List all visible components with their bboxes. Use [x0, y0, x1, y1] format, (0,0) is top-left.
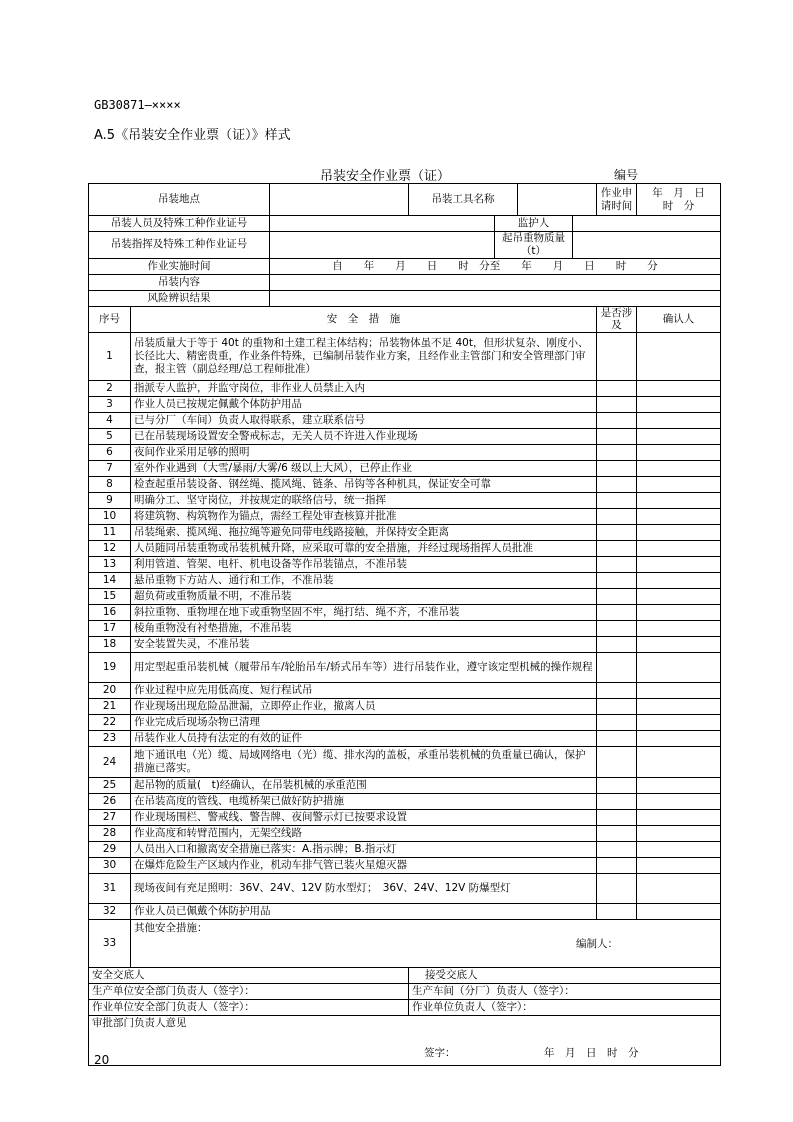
measure-row [89, 699, 721, 715]
measure-involved-cell[interactable] [597, 683, 637, 699]
measure-row [89, 605, 721, 621]
tool-name-value[interactable] [518, 184, 597, 216]
measure-no: 12 [89, 541, 131, 557]
measure-row [89, 445, 721, 461]
measure-involved-cell[interactable] [597, 777, 637, 793]
form-number-label: 编号 [614, 168, 639, 182]
measure-text: 作业人员已佩戴个体防护用品 [131, 903, 597, 919]
apply-time-label: 作业申请时间 [597, 184, 637, 216]
measure-involved-cell[interactable] [597, 397, 637, 413]
personnel-value[interactable] [270, 216, 495, 232]
measure-involved-cell[interactable] [597, 413, 637, 429]
measure-text: 明确分工、坚守岗位，并按规定的联络信号，统一指挥 [131, 493, 597, 509]
content-label: 吊装内容 [89, 274, 270, 290]
measure-text: 夜间作业采用足够的照明 [131, 445, 597, 461]
measure-row [89, 825, 721, 841]
measure-text: 斜拉重物、重物埋在地下或重物坚固不牢，绳打结、绳不齐，不准吊装 [131, 605, 597, 621]
measure-text: 作业人员已按规定佩戴个体防护用品 [131, 397, 597, 413]
measure-confirm-cell[interactable] [637, 683, 721, 699]
measure-involved-cell[interactable] [597, 841, 637, 857]
measure-confirm-cell[interactable] [637, 413, 721, 429]
measure-row [89, 589, 721, 605]
measure-text: 人员随同吊装重物或吊装机械升降，应采取可靠的安全措施，并经过现场指挥人员批准 [131, 541, 597, 557]
measure-confirm-cell[interactable] [637, 461, 721, 477]
measure-text: 地下通讯电（光）缆、局域网络电（光）缆、排水沟的盖板，承重吊装机械的负重量已确认，保护措施已落实。 [131, 747, 597, 778]
measure-text: 室外作业遇到（大雪/暴雨/大雾/6 级以上大风），已停止作业 [131, 461, 597, 477]
measure-no: 21 [89, 699, 131, 715]
measure-no: 26 [89, 793, 131, 809]
measure-row [89, 841, 721, 857]
lifting-permit-table [88, 183, 721, 1066]
measure-involved-cell[interactable] [597, 857, 637, 873]
measure-no: 19 [89, 653, 131, 683]
compiler-label: 编制人： [576, 937, 618, 950]
prod-safety-head-sign[interactable]: 生产单位安全部门负责人（签字）： [89, 983, 409, 999]
measure-row [89, 857, 721, 873]
measure-text: 用定型起重吊装机械（履带吊车/轮胎吊车/轿式吊车等）进行吊装作业，遵守该定型机械的操作规程 [131, 653, 597, 683]
measure-confirm-cell[interactable] [637, 747, 721, 778]
measure-row [89, 525, 721, 541]
measure-row [89, 809, 721, 825]
measure-no: 5 [89, 429, 131, 445]
measure-no: 2 [89, 381, 131, 397]
measure-involved-cell[interactable] [597, 381, 637, 397]
measure-text: 已与分厂（车间）负责人取得联系，建立联系信号 [131, 413, 597, 429]
measure-no: 4 [89, 413, 131, 429]
measure-involved-cell[interactable] [597, 445, 637, 461]
measure-confirm-cell[interactable] [637, 857, 721, 873]
measure-row [89, 461, 721, 477]
risk-value[interactable] [270, 290, 721, 306]
measure-confirm-cell[interactable] [637, 605, 721, 621]
measure-no: 9 [89, 493, 131, 509]
measure-confirm-cell[interactable] [637, 699, 721, 715]
measure-confirm-cell[interactable] [637, 637, 721, 653]
measure-row [89, 793, 721, 809]
page-number: 20 [94, 1053, 110, 1067]
sign-date: 年 月 日 时 分 [544, 1046, 639, 1059]
op-unit-head-sign[interactable]: 作业单位负责人（签字）： [409, 999, 721, 1015]
content-value[interactable] [270, 274, 721, 290]
measure-involved-cell[interactable] [597, 493, 637, 509]
measure-text: 将建筑物、构筑物作为锚点，需经工程处审查核算并批准 [131, 509, 597, 525]
approval-label: 审批部门负责人意见 [92, 1016, 187, 1029]
measure-confirm-cell[interactable] [637, 429, 721, 445]
measure-confirm-cell[interactable] [637, 825, 721, 841]
measure-row [89, 493, 721, 509]
measure-row [89, 397, 721, 413]
measure-confirm-cell[interactable] [637, 573, 721, 589]
measure-no: 10 [89, 509, 131, 525]
measure-confirm-cell[interactable] [637, 477, 721, 493]
measure-involved-cell[interactable] [597, 541, 637, 557]
measure-text: 棱角重物没有衬垫措施，不准吊装 [131, 621, 597, 637]
supervisor-value[interactable] [573, 216, 721, 232]
measure-involved-cell[interactable] [597, 731, 637, 747]
measure-row [89, 873, 721, 903]
measure-text: 悬吊重物下方站人、通行和工作，不准吊装 [131, 573, 597, 589]
measure-row [89, 715, 721, 731]
measure-confirm-cell[interactable] [637, 793, 721, 809]
measure-row [89, 557, 721, 573]
measure-involved-cell[interactable] [597, 605, 637, 621]
measure-text: 作业高度和转臂范围内，无架空线路 [131, 825, 597, 841]
measure-no: 20 [89, 683, 131, 699]
safety-brief-label[interactable]: 安全交底人 [89, 967, 409, 983]
measure-no: 8 [89, 477, 131, 493]
measure-no: 18 [89, 637, 131, 653]
measure-text: 在爆炸危险生产区域内作业，机动车排气管已装火星熄灭器 [131, 857, 597, 873]
measure-text: 作业完成后现场杂物已清理 [131, 715, 597, 731]
measure-text: 指派专人监护，并监守岗位，非作业人员禁止入内 [131, 381, 597, 397]
col-header-involved: 是否涉及 [597, 306, 637, 333]
apply-date-line: 年 月 日 [652, 186, 705, 199]
measure-no: 27 [89, 809, 131, 825]
measure-involved-cell[interactable] [597, 429, 637, 445]
measure-row [89, 903, 721, 919]
measure-involved-cell[interactable] [597, 557, 637, 573]
measure-confirm-cell[interactable] [637, 509, 721, 525]
commander-value[interactable] [270, 232, 495, 259]
measure-no: 11 [89, 525, 131, 541]
measure-row [89, 381, 721, 397]
measure-row [89, 573, 721, 589]
measure-text: 吊装绳索、揽风绳、拖拉绳等避免同带电线路接触，并保持安全距离 [131, 525, 597, 541]
measure-no: 6 [89, 445, 131, 461]
apply-time-value[interactable] [637, 184, 721, 216]
measure-no: 28 [89, 825, 131, 841]
measure-no: 22 [89, 715, 131, 731]
measure-text: 作业现场围栏、警戒线、警告牌、夜间警示灯已按要求设置 [131, 809, 597, 825]
measure-no: 31 [89, 873, 131, 903]
weight-value[interactable] [573, 232, 721, 259]
personnel-label: 吊装人员及特殊工种作业证号 [89, 216, 270, 232]
measure-row [89, 683, 721, 699]
risk-label: 风险辨识结果 [89, 290, 270, 306]
measure-no: 29 [89, 841, 131, 857]
sign-label: 签字： [424, 1046, 456, 1059]
measure-involved-cell[interactable] [597, 903, 637, 919]
measure-involved-cell[interactable] [597, 699, 637, 715]
measure-confirm-cell[interactable] [637, 397, 721, 413]
col-header-confirm: 确认人 [637, 306, 721, 333]
measure-no: 14 [89, 573, 131, 589]
measure-no: 17 [89, 621, 131, 637]
measure-involved-cell[interactable] [597, 477, 637, 493]
measure-row [89, 637, 721, 653]
weight-label: 起吊重物质量（t） [495, 232, 573, 259]
measure-confirm-cell[interactable] [637, 445, 721, 461]
op-safety-head-sign[interactable]: 作业单位安全部门负责人（签字）： [89, 999, 409, 1015]
measure-confirm-cell[interactable] [637, 381, 721, 397]
measure-confirm-cell[interactable] [637, 903, 721, 919]
measure-no: 16 [89, 605, 131, 621]
measure-involved-cell[interactable] [597, 715, 637, 731]
standard-number: GB30871—×××× [94, 98, 181, 112]
measure-text: 超负荷或重物质量不明，不准吊装 [131, 589, 597, 605]
other-measures-cell[interactable] [131, 919, 721, 967]
supervisor-label: 监护人 [495, 216, 573, 232]
measure-row [89, 477, 721, 493]
measure-involved-cell[interactable] [597, 589, 637, 605]
measure-no: 24 [89, 747, 131, 778]
measure-confirm-cell[interactable] [637, 557, 721, 573]
measure-no: 13 [89, 557, 131, 573]
measure-text: 在吊装高度的管线、电缆桥架已做好防护措施 [131, 793, 597, 809]
workshop-head-sign[interactable]: 生产车间（分厂）负责人（签字）： [409, 983, 721, 999]
measure-text: 已在吊装现场设置安全警戒标志，无关人员不许进入作业现场 [131, 429, 597, 445]
measure-involved-cell[interactable] [597, 333, 637, 381]
receiver-label[interactable]: 接受交底人 [409, 967, 721, 983]
measure-row [89, 747, 721, 778]
measure-no: 32 [89, 903, 131, 919]
measure-text: 作业现场出现危险品泄漏，立即停止作业，撤离人员 [131, 699, 597, 715]
approval-cell[interactable] [89, 1015, 721, 1065]
measure-row [89, 333, 721, 381]
measure-row [89, 777, 721, 793]
measure-no: 23 [89, 731, 131, 747]
measure-text: 安全装置失灵，不准吊装 [131, 637, 597, 653]
measure-row [89, 653, 721, 683]
measure-confirm-cell[interactable] [637, 525, 721, 541]
measure-confirm-cell[interactable] [637, 809, 721, 825]
measure-row [89, 731, 721, 747]
site-value[interactable] [270, 184, 409, 216]
section-heading: A.5《吊装安全作业票（证）》样式 [94, 128, 291, 143]
measure-text: 吊装质量大于等于 40t 的重物和土建工程主体结构；吊装物体虽不足 40t，但形状复杂、刚度小、长径比大、精密贵重，作业条件特殊，已编制吊装作业方案，且经作业主管部门和安全管理部门审查，报主管（副总经理/总工程师批准） [131, 333, 597, 381]
measure-no: 15 [89, 589, 131, 605]
measure-text: 利用管道、管架、电杆、机电设备等作吊装锚点，不准吊装 [131, 557, 597, 573]
form-title: 吊装安全作业票（证） [320, 169, 451, 184]
tool-name-label: 吊装工具名称 [409, 184, 518, 216]
measure-involved-cell[interactable] [597, 461, 637, 477]
measure-text: 检查起重吊装设备、钢丝绳、揽风绳、链条、吊钩等各种机具，保证安全可靠 [131, 477, 597, 493]
col-header-measures: 安 全 措 施 [131, 306, 597, 333]
measure-no: 30 [89, 857, 131, 873]
measure-confirm-cell[interactable] [637, 841, 721, 857]
measure-confirm-cell[interactable] [637, 873, 721, 903]
measure-confirm-cell[interactable] [637, 715, 721, 731]
impl-time-range[interactable]: 自 年 月 日 时 分至 年 月 日 时 分 [270, 258, 721, 274]
site-label: 吊装地点 [89, 184, 270, 216]
measure-involved-cell[interactable] [597, 825, 637, 841]
measure-row [89, 413, 721, 429]
commander-label: 吊装指挥及特殊工种作业证号 [89, 232, 270, 259]
measure-confirm-cell[interactable] [637, 777, 721, 793]
measure-involved-cell[interactable] [597, 621, 637, 637]
measure-no: 3 [89, 397, 131, 413]
impl-time-label: 作业实施时间 [89, 258, 270, 274]
measure-no: 7 [89, 461, 131, 477]
measure-no: 1 [89, 333, 131, 381]
measure-text: 作业过程中应先用低高度、短行程试吊 [131, 683, 597, 699]
measure-row [89, 541, 721, 557]
measure-involved-cell[interactable] [597, 653, 637, 683]
measure-confirm-cell[interactable] [637, 653, 721, 683]
measure-text: 人员出入口和撤离安全措施已落实：A.指示牌；B.指示灯 [131, 841, 597, 857]
measure-row [89, 429, 721, 445]
measure-row [89, 621, 721, 637]
measure-involved-cell[interactable] [597, 809, 637, 825]
measure-confirm-cell[interactable] [637, 589, 721, 605]
measure-confirm-cell[interactable] [637, 333, 721, 381]
measure-text: 起吊物的质量( t)经确认，在吊装机械的承重范围 [131, 777, 597, 793]
measure-involved-cell[interactable] [597, 525, 637, 541]
measure-involved-cell[interactable] [597, 573, 637, 589]
measure-involved-cell[interactable] [597, 637, 637, 653]
measure-involved-cell[interactable] [597, 509, 637, 525]
col-header-no: 序号 [89, 306, 131, 333]
apply-time-line: 时 分 [662, 199, 695, 212]
measure-text: 现场夜间有充足照明：36V、24V、12V 防水型灯； 36V、24V、12V 防爆型灯 [131, 873, 597, 903]
measure-no: 33 [89, 919, 131, 967]
measure-row [89, 509, 721, 525]
measure-confirm-cell[interactable] [637, 541, 721, 557]
measure-confirm-cell[interactable] [637, 731, 721, 747]
measure-no: 25 [89, 777, 131, 793]
measure-involved-cell[interactable] [597, 873, 637, 903]
measure-text: 吊装作业人员持有法定的有效的证件 [131, 731, 597, 747]
other-measures-label: 其他安全措施： [134, 921, 208, 934]
measure-involved-cell[interactable] [597, 747, 637, 778]
measure-confirm-cell[interactable] [637, 493, 721, 509]
measure-confirm-cell[interactable] [637, 621, 721, 637]
measure-involved-cell[interactable] [597, 793, 637, 809]
